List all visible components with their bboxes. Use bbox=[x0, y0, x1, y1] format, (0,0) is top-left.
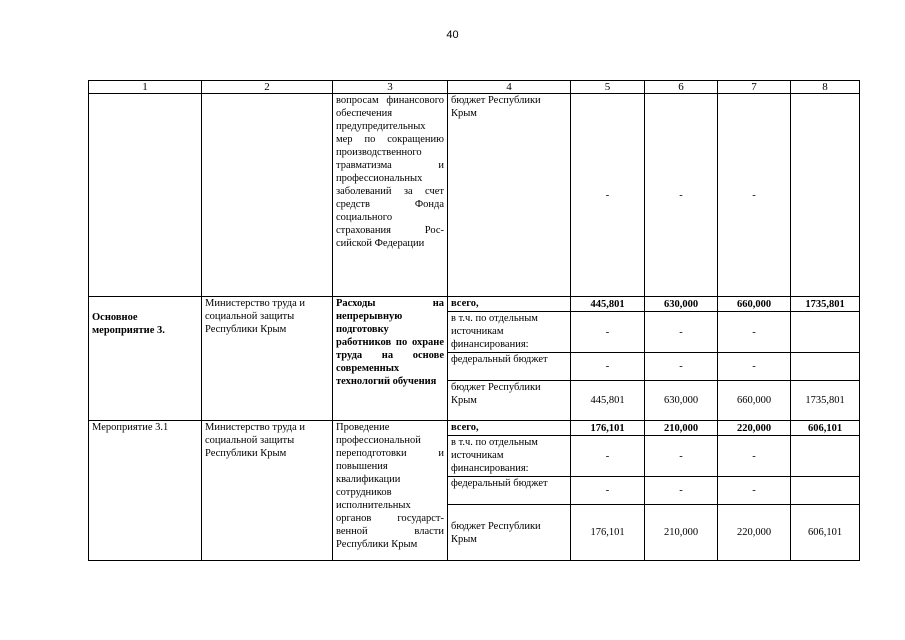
value-cell bbox=[791, 312, 860, 353]
value-cell: 445,801 bbox=[571, 381, 645, 421]
value-cell: - bbox=[645, 312, 718, 353]
header-row bbox=[89, 81, 860, 94]
funding-source: в т.ч. по отдельным источникам финансирования: bbox=[448, 312, 571, 353]
table-row bbox=[89, 94, 860, 297]
responsible-executor: Министерство труда и социальной защиты Республики Крым bbox=[202, 421, 333, 561]
funding-source: бюджет Республики Крым bbox=[448, 381, 571, 421]
value-cell: - bbox=[571, 312, 645, 353]
value-cell bbox=[791, 94, 860, 297]
col-header-5: 5 bbox=[571, 81, 645, 94]
value-cell: 220,000 bbox=[718, 421, 791, 436]
page-number: 40 bbox=[446, 29, 459, 41]
value-cell: 660,000 bbox=[718, 297, 791, 312]
value-cell: 176,101 bbox=[571, 421, 645, 436]
col-header-1: 1 bbox=[89, 81, 202, 94]
value-cell bbox=[791, 477, 860, 505]
measure-description: Проведение профессиональной переподготовки и повышения квалификации сотрудников исполнительных органов государственной власти Республики Крым bbox=[333, 421, 448, 561]
col-header-6: 6 bbox=[645, 81, 718, 94]
value-cell: - bbox=[718, 353, 791, 381]
responsible-executor: Министерство труда и социальной защиты Республики Крым bbox=[202, 297, 333, 421]
value-cell: - bbox=[645, 477, 718, 505]
value-cell: 660,000 bbox=[718, 381, 791, 421]
value-cell: 210,000 bbox=[645, 421, 718, 436]
value-cell: - bbox=[718, 477, 791, 505]
funding-source: всего, bbox=[448, 297, 571, 312]
value-cell: - bbox=[571, 353, 645, 381]
value-cell bbox=[791, 353, 860, 381]
cell-empty bbox=[89, 94, 202, 297]
measure-description: Расходы на непрерывную подготовку работников по охране труда на основе современных технологий обучения bbox=[333, 297, 448, 421]
funding-source: бюджет Республики Крым bbox=[448, 94, 571, 297]
funding-source: федеральный бюджет bbox=[448, 477, 571, 505]
funding-source: бюджет Республики Крым bbox=[448, 505, 571, 561]
value-cell: - bbox=[645, 353, 718, 381]
value-cell: 210,000 bbox=[645, 505, 718, 561]
table-row bbox=[89, 297, 860, 312]
value-cell: 1735,801 bbox=[791, 381, 860, 421]
funding-source: всего, bbox=[448, 421, 571, 436]
value-cell: 176,101 bbox=[571, 505, 645, 561]
value-cell: - bbox=[571, 94, 645, 297]
value-cell bbox=[791, 436, 860, 477]
value-cell: 445,801 bbox=[571, 297, 645, 312]
value-cell: - bbox=[718, 436, 791, 477]
value-cell: - bbox=[571, 477, 645, 505]
col-header-4: 4 bbox=[448, 81, 571, 94]
measure-name: Мероприятие 3.1 bbox=[89, 421, 202, 561]
value-cell: 630,000 bbox=[645, 297, 718, 312]
measure-name-text: Основное мероприятие 3. bbox=[92, 312, 165, 336]
value-cell: - bbox=[645, 94, 718, 297]
col-header-3: 3 bbox=[333, 81, 448, 94]
value-cell: - bbox=[571, 436, 645, 477]
value-cell: 220,000 bbox=[718, 505, 791, 561]
value-cell: 606,101 bbox=[791, 421, 860, 436]
measure-description: вопросам финансового обеспечения предупредительных мер по сокращению производственного травматизма и профессиональных заболеваний за счет средств Фонда социального страхования Российской Федерации bbox=[333, 94, 448, 297]
cell-empty bbox=[202, 94, 333, 297]
funding-source: федеральный бюджет bbox=[448, 353, 571, 381]
value-cell: - bbox=[718, 94, 791, 297]
col-header-8: 8 bbox=[791, 81, 860, 94]
table-row bbox=[89, 421, 860, 436]
value-cell: - bbox=[645, 436, 718, 477]
value-cell: 606,101 bbox=[791, 505, 860, 561]
col-header-7: 7 bbox=[718, 81, 791, 94]
budget-table bbox=[88, 80, 860, 561]
funding-source: в т.ч. по отдельным источникам финансирования: bbox=[448, 436, 571, 477]
measure-name bbox=[89, 297, 202, 421]
col-header-2: 2 bbox=[202, 81, 333, 94]
value-cell: - bbox=[718, 312, 791, 353]
value-cell: 1735,801 bbox=[791, 297, 860, 312]
value-cell: 630,000 bbox=[645, 381, 718, 421]
